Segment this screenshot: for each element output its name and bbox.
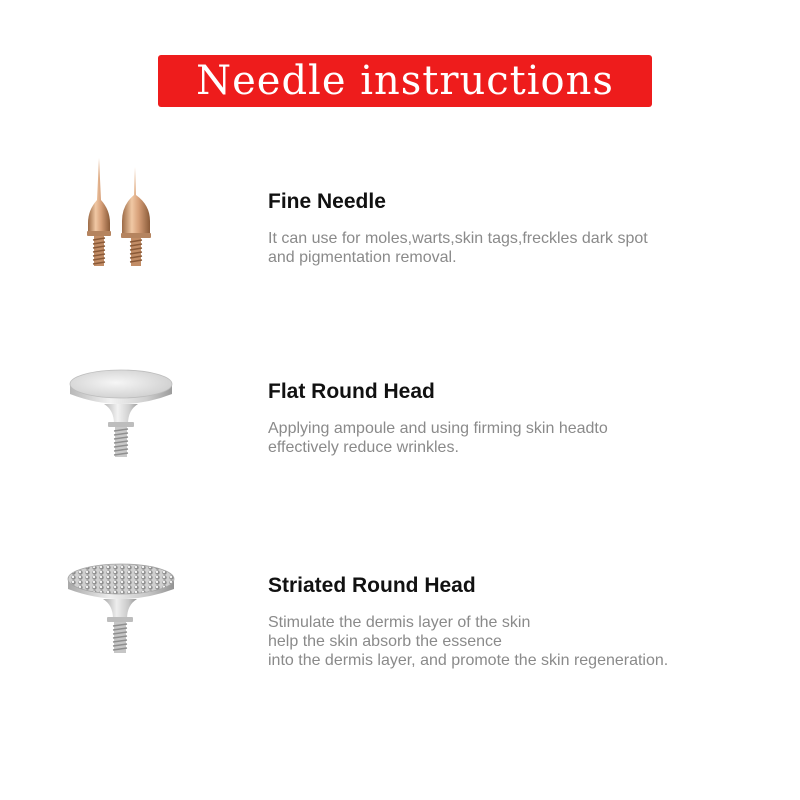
page-title: Needle instructions [196,58,614,104]
fine-needle-icon [70,155,160,270]
striated-round-head-icon [63,555,179,658]
description-line: into the dermis layer, and promote the skin regeneration. [268,652,669,669]
item-heading: Flat Round Head [268,380,435,403]
description-line: It can use for moles,warts,skin tags,freckles dark spot [268,230,648,247]
item-description [268,419,608,457]
item-heading: Striated Round Head [268,574,476,597]
description-line: Applying ampoule and using firming skin headto [268,420,608,437]
description-line: and pigmentation removal. [268,249,457,266]
item-heading: Fine Needle [268,190,386,213]
description-line: effectively reduce wrinkles. [268,439,459,456]
item-description [268,613,668,670]
description-line: Stimulate the dermis layer of the skin [268,614,531,631]
title-banner [158,55,652,107]
description-line: help the skin absorb the essence [268,633,502,650]
flat-round-head-icon [66,362,176,462]
item-description [268,229,648,267]
